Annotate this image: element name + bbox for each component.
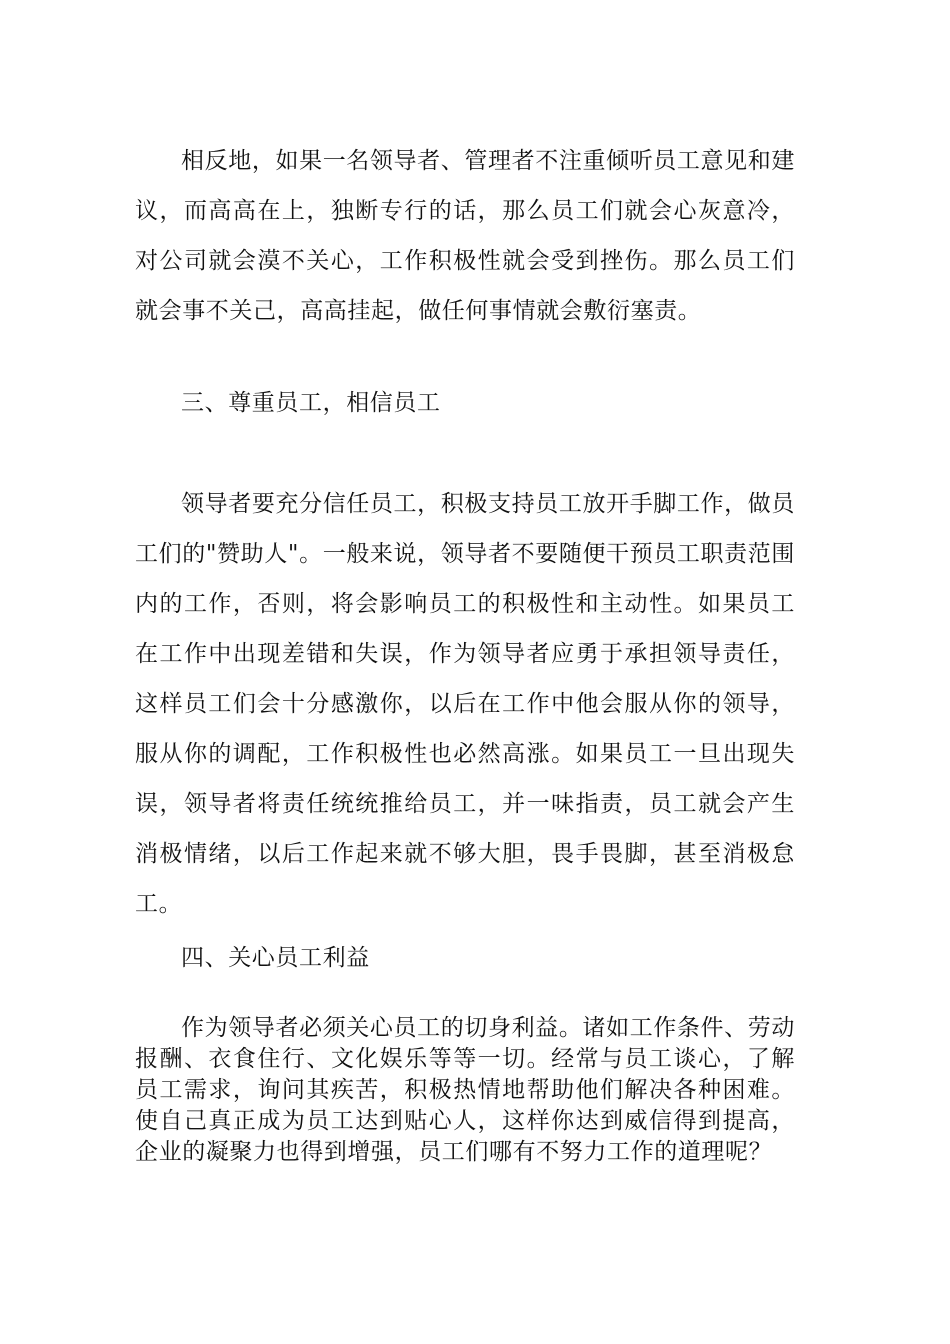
section-heading-respect: 三、尊重员工，相信员工: [181, 390, 441, 416]
paragraph-listening: 相反地，如果一名领导者、管理者不注重倾听员工意见和建议，而高高在上，独断专行的话，那么员工们就会心灰意冷，对公司就会漠不关心，工作积极性就会受到挫伤。那么员工们就会事不关己，高高挂起，做任何事情就会敷衍塞责。: [135, 148, 795, 324]
paragraph-trust: 领导者要充分信任员工，积极支持员工放开手脚工作，做员工们的"赞助人"。一般来说，领导者不要随便干预员工职责范围内的工作，否则，将会影响员工的积极性和主动性。如果员工在工作中出现差错和失误，作为领导者应勇于承担领导责任，这样员工们会十分感激你，以后在工作中他会服从你的领导，服从你的调配，工作积极性也必然高涨。如果员工一旦出现失误，领导者将责任统统推给员工，并一味指责，员工就会产生消极情绪，以后工作起来就不够大胆，畏手畏脚，甚至消极怠工。: [135, 491, 795, 917]
section-heading-care: 四、关心员工利益: [181, 945, 370, 971]
paragraph-interests: 作为领导者必须关心员工的切身利益。诸如工作条件、劳动报酬、衣食住行、文化娱乐等等一切。经常与员工谈心，了解员工需求，询问其疾苦，积极热情地帮助他们解决各种困难。使自己真正成为员工达到贴心人，这样你达到威信得到提高，企业的凝聚力也得到增强，员工们哪有不努力工作的道理呢？: [135, 1015, 795, 1165]
